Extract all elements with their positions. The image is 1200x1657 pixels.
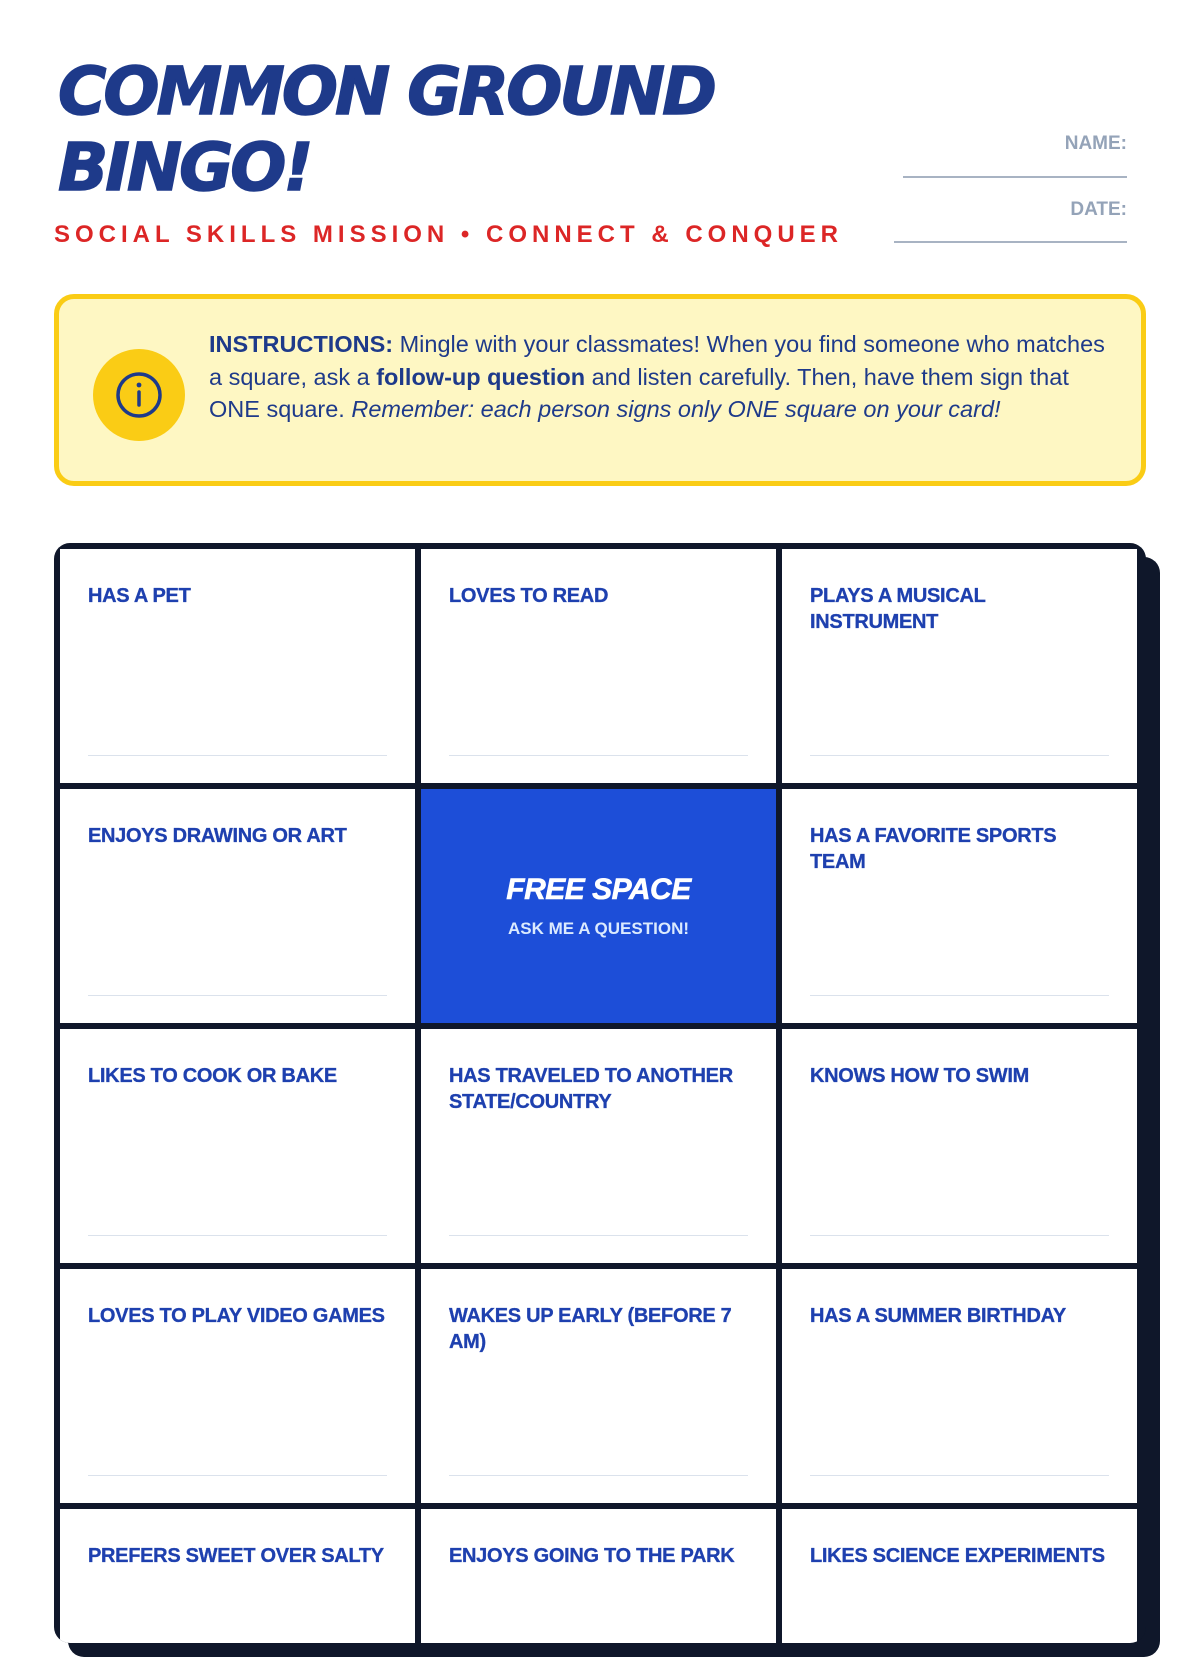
bingo-square-label: WAKES UP EARLY (BEFORE 7 AM) — [449, 1305, 732, 1353]
bingo-square[interactable] — [60, 1269, 415, 1503]
bingo-square-label: LOVES TO READ — [449, 585, 609, 607]
signature-line[interactable] — [449, 1475, 748, 1476]
bingo-square-label: ENJOYS GOING TO THE PARK — [449, 1545, 735, 1567]
name-field[interactable] — [903, 176, 1127, 178]
instructions-box — [54, 294, 1146, 486]
bingo-square-label: ENJOYS DRAWING OR ART — [88, 825, 347, 847]
bingo-square-label: HAS A SUMMER BIRTHDAY — [810, 1305, 1066, 1327]
bingo-square-label: HAS A FAVORITE SPORTS TEAM — [810, 825, 1057, 873]
date-label: DATE: — [1070, 199, 1127, 220]
signature-line[interactable] — [449, 755, 748, 756]
signature-line[interactable] — [810, 995, 1109, 996]
bingo-square[interactable] — [421, 549, 776, 783]
instructions-text-2: and listen carefully. Then, have them sign that ONE square. — [209, 363, 1069, 422]
bingo-square[interactable] — [421, 1029, 776, 1263]
bingo-square-label: KNOWS HOW TO SWIM — [810, 1065, 1029, 1087]
info-icon — [114, 370, 164, 420]
signature-line[interactable] — [88, 1475, 387, 1476]
bingo-square[interactable] — [60, 1029, 415, 1263]
page-title: COMMON GROUND BINGO! — [58, 53, 714, 206]
bingo-square-label: LIKES SCIENCE EXPERIMENTS — [810, 1545, 1105, 1567]
signature-line[interactable] — [88, 755, 387, 756]
bingo-square[interactable] — [421, 1269, 776, 1503]
free-space-title: FREE SPACE — [506, 873, 691, 906]
date-field[interactable] — [894, 241, 1127, 243]
instructions-lead: INSTRUCTIONS: — [209, 331, 394, 357]
signature-line[interactable] — [810, 755, 1109, 756]
bingo-square[interactable] — [60, 789, 415, 1023]
instructions-reminder: Remember: each person signs only ONE square on your card! — [351, 396, 1001, 422]
bingo-square[interactable] — [782, 789, 1137, 1023]
signature-line[interactable] — [810, 1475, 1109, 1476]
bingo-square-label: HAS A PET — [88, 585, 191, 607]
bingo-square-label: HAS TRAVELED TO ANOTHER STATE/COUNTRY — [449, 1065, 733, 1113]
signature-line[interactable] — [88, 995, 387, 996]
bingo-square[interactable] — [782, 1029, 1137, 1263]
instructions-emphasis: follow-up question — [376, 363, 586, 390]
signature-line[interactable] — [88, 1235, 387, 1236]
bingo-square-label: PREFERS SWEET OVER SALTY — [88, 1545, 384, 1567]
bingo-square-label: LOVES TO PLAY VIDEO GAMES — [88, 1305, 385, 1327]
free-space-subtitle: ASK ME A QUESTION! — [507, 919, 690, 938]
bingo-square[interactable] — [60, 549, 415, 783]
bingo-square[interactable] — [782, 549, 1137, 783]
signature-line[interactable] — [810, 1235, 1109, 1236]
bingo-square[interactable] — [782, 1269, 1137, 1503]
instructions-text-1: Mingle with your classmates! When you find someone who matches a square, ask a — [209, 331, 1105, 390]
free-space-square — [421, 789, 776, 1023]
bingo-square[interactable] — [421, 1509, 776, 1643]
bingo-square-label: LIKES TO COOK OR BAKE — [88, 1065, 337, 1087]
bingo-grid — [54, 543, 1146, 1643]
bingo-square[interactable] — [60, 1509, 415, 1643]
name-label: NAME: — [1064, 133, 1127, 154]
signature-line[interactable] — [449, 1235, 748, 1236]
bingo-square[interactable] — [782, 1509, 1137, 1643]
info-icon-badge — [93, 349, 185, 441]
page-subtitle: SOCIAL SKILLS MISSION • CONNECT & CONQUER — [54, 221, 843, 248]
instructions-text — [209, 328, 1119, 426]
bingo-square-label: PLAYS A MUSICAL INSTRUMENT — [810, 585, 986, 633]
